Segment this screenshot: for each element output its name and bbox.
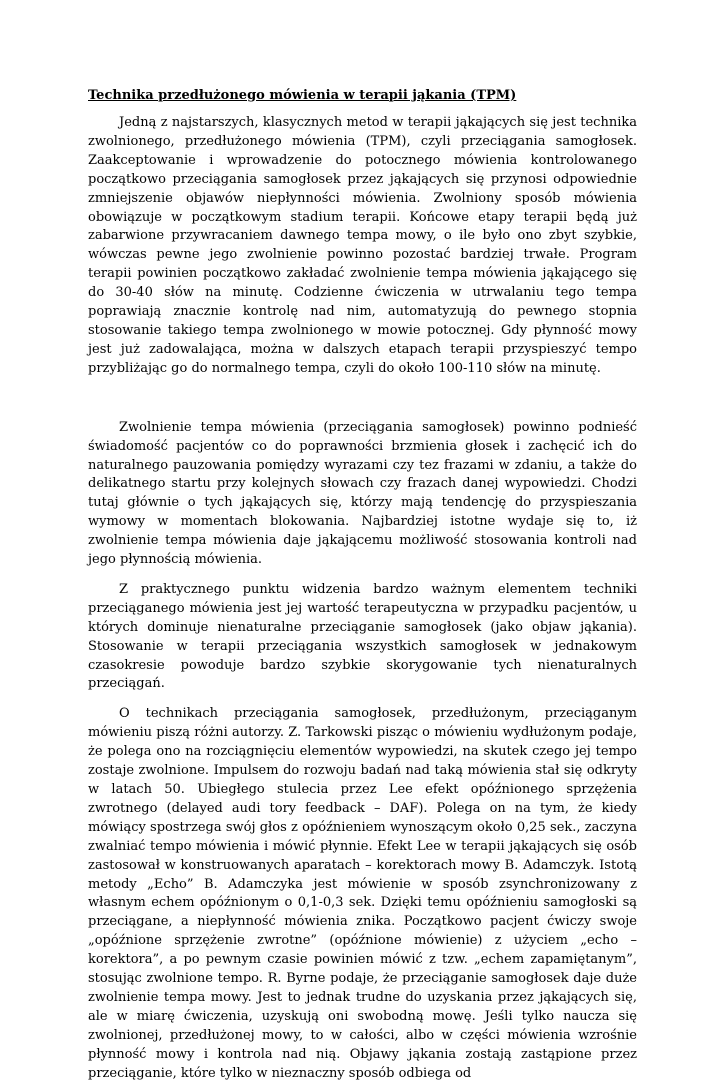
- document-title: Technika przedłużonego mówienia w terapii jąkania (TPM): [88, 88, 517, 103]
- paragraph-practical-value: Z praktycznego punktu widzenia bardzo ważnym elementem techniki przeciąganego mówienia jest jej wartość terapeutyczna w przypadku pacjentów, u których dominuje nienaturalne przeciąganie samogłosek (jako objaw jąkania). Stosowanie w terapii przeciągania wszystkich samogłosek w jednakowym czasokresie powoduje bardzo szybkie skorygowanie tych nienaturalnych przeciągań.: [88, 581, 637, 692]
- paragraph-slowing-tempo: Zwolnienie tempa mówienia (przeciągania samogłosek) powinno podnieść świadomość pacjentów co do poprawności brzmienia głosek i zachęcić ich do naturalnego pauzowania pomiędzy wyrazami czy tez frazami w zdaniu, a także do delikatnego startu przy kolejnych słowach czy frazach danej wypowiedzi. Chodzi tutaj głównie o tych jąkających się, którzy mają tendencję do przyspieszania wymowy w momentach blokowania. Najbardziej istotne wydaje się to, iż zwolnienie tempa mówienia daje jąkającemu możliwość stosowania kontroli nad jego płynnością mówienia.: [88, 419, 637, 568]
- paragraph-techniques-authors: O technikach przeciągania samogłosek, przedłużonym, przeciąganym mówieniu piszą różni autorzy. Z. Tarkowski pisząc o mówieniu wydłużonym podaje, że polega ono na rozciągnięciu elementów wypowiedzi, na skutek czego jej tempo zostaje zwolnione. Impulsem do rozwoju badań nad taką mówienia stał się odkryty w latach 50. Ubiegłego stulecia przez Lee efekt opóźnionego sprzężenia zwrotnego (delayed audi tory feedback – DAF). Polega on na tym, że kiedy mówiący spostrzega swój głos z opóźnieniem wynoszącym około 0,25 sek., zaczyna zwalniać tempo mówienia i mówić płynnie. Efekt Lee w terapii jąkających się osób zastosował w konstruowanych aparatach – korektorach mowy B. Adamczyk. Istotą metody „Echo” B. Adamczyka jest mówienie w sposób zsynchronizowany z własnym echem opóźnionym o 0,1-0,3 sek. Dzięki temu opóźnieniu samogłoski są przeciągane, a niepłynność mówienia znika. Początkowo pacjent ćwiczy swoje „opóźnione sprzężenie zwrotne” (opóźnione mówienie) z użyciem „echo – korektora”, a po pewnym czasie powinien mówić z tzw. „echem zapamiętanym”, stosując zwolnione tempo. R. Byrne podaje, że przeciąganie samogłosek daje duże zwolnienie tempa mowy. Jest to jednak trudne do uzyskania przez jąkających się, ale w miarę ćwiczenia, uzyskują oni swobodną mowę. Jeśli tylko naucza się zwolnionej, przedłużonej mowy, to w całości, albo w części mówienia wzrośnie płynność mowy i kontrola nad nią. Objawy jąkania zostają zastąpione przez przeciąganie, które tylko w nieznaczny sposób odbiega od: [88, 706, 637, 1081]
- paragraph-intro: Jedną z najstarszych, klasycznych metod w terapii jąkających się jest technika zwolnionego, przedłużonego mówienia (TPM), czyli przeciągania samogłosek. Zaakceptowanie i wprowadzenie do potocznego mówienia kontrolowanego początkowo przeciągania samogłosek przez jąkających się przynosi odpowiednie zmniejszenie objawów niepłynności mówienia. Zwolniony sposób mówienia obowiązuje w początkowym stadium terapii. Końcowe etapy terapii będą już zabarwione przywracaniem dawnego tempa mowy, o ile było ono zbyt szybkie, wówczas pewne jego zwolnienie powinno pozostać bardziej trwałe. Program terapii powinien początkowo zakładać zwolnienie tempa mówienia jąkającego się do 30-40 słów na minutę. Codzienne ćwiczenia w utrwalaniu tego tempa poprawiają znacznie kontrolę nad nim, automatyzują do pewnego stopnia stosowanie takiego tempa zwolnionego w mowie potocznej. Gdy płynność mowy jest już zadowalająca, można w dalszych etapach terapii przyspieszyć tempo przybliżając go do normalnego tempa, czyli do około 100-110 słów na minutę.: [88, 115, 637, 376]
